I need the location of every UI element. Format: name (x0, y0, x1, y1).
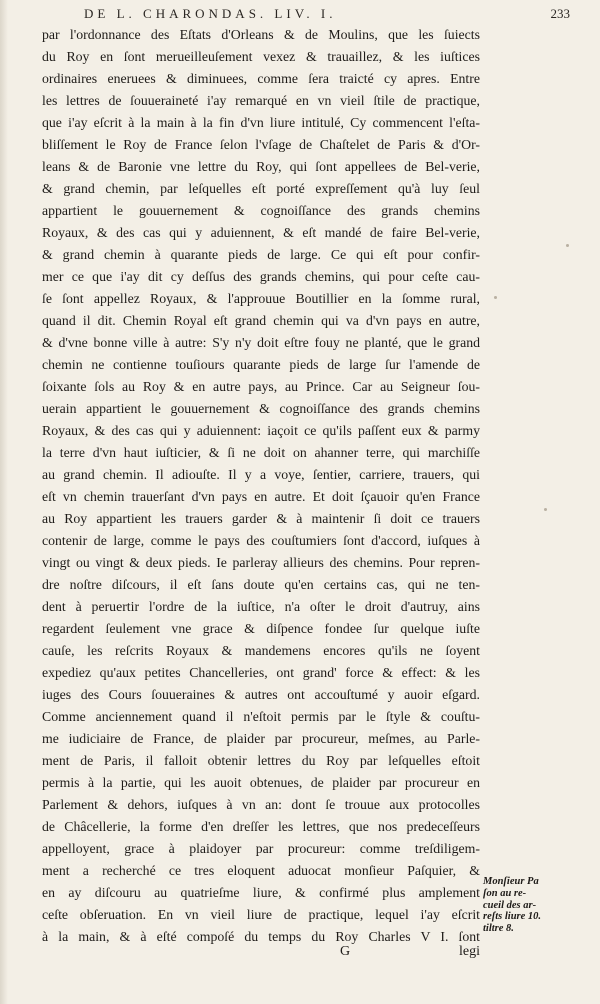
running-title: DE L. CHARONDAS. LIV. I. (84, 6, 337, 21)
text-line: les lettres de ſouueraineté i'ay remarqué en vn vieil ſtile de practique, (42, 93, 480, 108)
text-line: ceſte obſeruation. En vn vieil liure de practique, lequel i'ay eſcrit (42, 907, 480, 922)
paper-speck (544, 508, 547, 511)
text-line: Royaux, & des cas qui y aduiennent: iaçoit ce qu'ils paſſent eux & parmy (42, 423, 480, 438)
paper-speck (566, 244, 569, 247)
text-line: au grand chemin. Il adiouſte. Il y a voye, ſentier, carriere, trauers, qui (42, 467, 480, 482)
text-line: ſoixante ſols au Roy & en autre pays, au Prince. Car au Seigneur ſou- (42, 379, 480, 394)
text-line: à la main, & à eſté compoſé du temps du Roy Charles V I. ſont (42, 929, 480, 944)
page-number: 233 (550, 6, 570, 21)
text-line: bliſſement le Roy de France ſelon l'vſage de Chaſtelet de Paris & d'Or- (42, 137, 480, 152)
text-line: de Châcellerie, la forme d'en dreſſer les lettres, que nos predeceſſeurs (42, 819, 480, 834)
text-line: & grand chemin à quarante pieds de large. Ce qui eſt pour confir- (42, 247, 480, 262)
text-line: ment a recherché ce tres eloquent aduocat monſieur Paſquier, & (42, 863, 480, 878)
margin-note-line: reſts liure 10. (483, 911, 542, 923)
text-line: au Roy appartient les trauers garder & à maintenir ſi doit ce trauers (42, 511, 480, 526)
text-line: Comme anciennement quand il n'eſtoit permis par le ſtyle & couſtu- (42, 709, 480, 724)
text-line: ordinaires eneruees & diminuees, comme ſera traicté cy apres. Entre (42, 71, 480, 86)
body-text (42, 24, 480, 944)
text-line: ment de Paris, il falloit obtenir lettres du Roy par leſquelles eſtoit (42, 753, 480, 768)
margin-note-line: cueil des ar- (483, 899, 537, 911)
text-line: chemin ne contienne touſiours quarante pieds de large ſur l'amende de (42, 357, 480, 372)
text-line: dre noſtre diſcours, il eſt ſans doute qu'en certains cas, qui ne ten- (42, 577, 480, 592)
text-line: iuges des Cours ſouueraines & autres ont accouſtumé y auoir eſgard. (42, 687, 480, 702)
text-line: par l'ordonnance des Eſtats d'Orleans & de Moulins, que les ſuiects (42, 27, 480, 42)
text-line: Parlement & dehors, iuſques à vn an: dont ſe trouue aux protocolles (42, 797, 480, 812)
text-line: uerain appartient le gouuernement & cognoiſſance des grands chemins (42, 401, 480, 416)
text-line: quand il dit. Chemin Royal eſt grand chemin qui va d'vn pays en autre, (42, 313, 480, 328)
text-line: appartient le gouuernement & cognoiſſance des grands chemins (42, 203, 480, 218)
margin-note-line: tiltre 8. (483, 923, 514, 935)
paper-speck (494, 296, 497, 299)
text-line: & d'vne bonne ville à autre: S'y n'y doit eſtre fouy ne planté, que le grand (42, 335, 480, 350)
text-line: mer ce que i'ay dit cy deſſus des grands chemins, qui pour ceſte cau- (42, 269, 480, 284)
text-line: & grand chemin, par leſquelles eſt porté expreſſement qu'à luy ſeul (42, 181, 480, 196)
text-line: cauſe, les reſcrits Royaux & mandemens encores qu'ils ne ſoyent (42, 643, 480, 658)
text-line: contenir de large, comme le pays des couſtumiers ſont d'accord, iuſques à (42, 533, 480, 548)
page-header (40, 4, 580, 26)
text-line: vingt ou vingt & deux pieds. Ie parleray allieurs des chemins. Pour repren- (42, 555, 480, 570)
text-line: regardent ſeulement vne grace & diſpence fondee ſur quelque iuſte (42, 621, 480, 636)
text-line: expediez qu'aux petites Chancelleries, ont grand' force & effect: & les (42, 665, 480, 680)
text-line: permis à la partie, qui les auoit obtenues, de plaider par procureur en (42, 775, 480, 790)
text-line: appelloyent, grace à plaidoyer par procureur: comme treſdiligem- (42, 841, 480, 856)
text-line: que i'ay eſcrit à la main à la fin d'vn liure intitulé, Cy commencent l'eſta- (42, 115, 480, 130)
catchword: legi (459, 944, 480, 959)
text-line: dent à peruertir l'ordre de la iuſtice, n'a oſter le droit d'autruy, ains (42, 599, 480, 614)
text-line: eſt vn chemin trauerſant d'vn pays en autre. Et doit ſçauoir qu'en France (42, 489, 480, 504)
signature-mark: G (340, 944, 351, 959)
margin-note (483, 876, 583, 935)
page-gutter-shadow (0, 0, 8, 1004)
text-line: me iudiciaire de France, de plaider par procureur, meſmes, au Parle- (42, 731, 480, 746)
margin-note-line: Monſieur Pa (483, 876, 539, 887)
page-footer (40, 944, 480, 964)
text-line: leans & de Baronie vne lettre du Roy, qui ſont appellees de Bel-verie, (42, 159, 480, 174)
text-line: en ay diſcouru au quatrieſme liure, & confirmé plus amplement (42, 885, 480, 900)
text-line: du Roy en ſont merueilleuſement vexez & trauaillez, & les iuſtices (42, 49, 480, 64)
text-line: Royaux, & des cas qui y aduiennent, & eſt mandé de faire Bel-verie, (42, 225, 480, 240)
margin-note-line: ſon au re- (483, 887, 527, 899)
text-line: la terre d'vn haut iuſticier, & ſi ne doit on ahanner terre, qui marchiſſe (42, 445, 480, 460)
text-line: ſe ſont appellez Royaux, & l'approuue Boutillier en la ſomme rural, (42, 291, 480, 306)
